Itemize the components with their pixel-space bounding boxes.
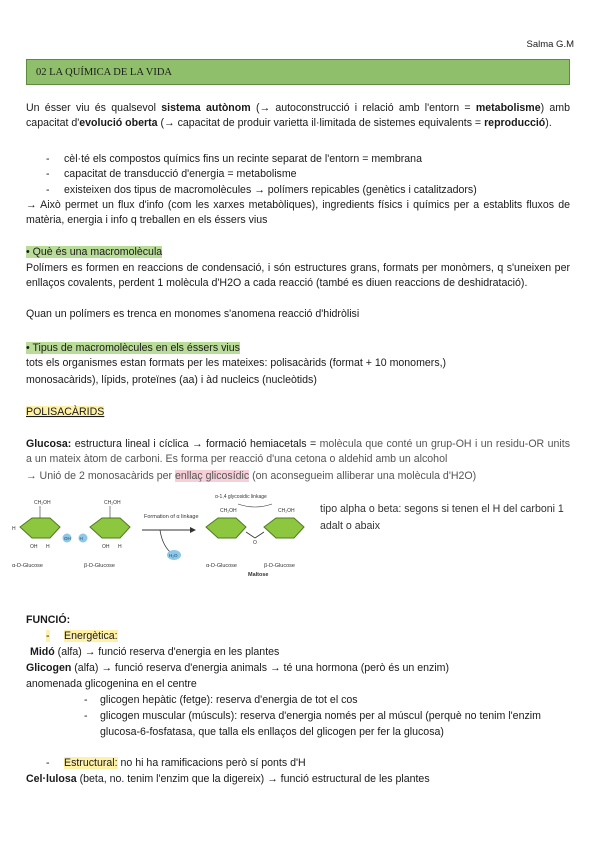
svg-text:H: H xyxy=(12,526,16,532)
paragraph: Quan un polímers es trenca en monomes s'anomena reacció d'hidròlisi xyxy=(26,308,360,320)
maltose-label: Maltose xyxy=(248,572,269,578)
svg-text:Formation of α linkage: Formation of α linkage xyxy=(144,514,199,520)
glucosa-paragraph: Glucosa: estructura lineal i cíclica → formació hemiacetals = molècula que conté un grup-OH i un residu-OR units a un mateix àtom de carboni. Es forma per reacció d'una cetona o aldehid amb un alcohol xyxy=(26,438,570,465)
list-item-continued: glucosa-6-fosfatasa, que talla els enllaços del glicogen per fer la glucosa) xyxy=(100,726,444,738)
beta-glucose-label-2: β-D-Glucose xyxy=(264,563,295,569)
alpha-glucose-label-2: α-D-Glucose xyxy=(206,563,237,569)
beta-glucose-label: β-D-Glucose xyxy=(84,563,115,569)
funcio-heading: FUNCIÓ: xyxy=(26,614,71,626)
reaction-arrow xyxy=(142,514,199,560)
svg-text:H: H xyxy=(118,544,122,550)
beta-glucose-molecule xyxy=(79,500,131,550)
svg-text:CH₂OH: CH₂OH xyxy=(220,508,237,514)
svg-text:α-1,4 glycosidic linkage: α-1,4 glycosidic linkage xyxy=(215,494,267,500)
bullet-dash: - xyxy=(46,153,50,165)
list-item: cèl·té els compostos químics fins un recinte separat de l'entorn = membrana xyxy=(64,153,422,165)
section-heading: • Tipus de macromolècules en els éssers vius xyxy=(26,342,240,354)
paragraph: Polímers es formen en reaccions de condensació, i són estructures grans, formats per monòmers, q s'uneixen per enllaços covalents, perdent 1 molècula d'H2O a cada reacció (també es diuen reaccions de deshidratació). xyxy=(26,262,570,289)
maltose-molecule xyxy=(206,494,304,546)
bullet-dash: - xyxy=(46,184,50,196)
mido-line: Midó (alfa) → funció reserva d'energia en les plantes xyxy=(30,646,280,658)
alpha-glucose-label: α-D-Glucose xyxy=(12,563,43,569)
author-name: Salma G.M xyxy=(526,39,574,50)
svg-text:O: O xyxy=(253,540,257,546)
unio-line: → Unió de 2 monosacàrids per enllaç glicosídic (on aconsegueim alliberar una molècula d'H2O) xyxy=(26,470,477,482)
maltose-formation-diagram xyxy=(10,492,310,578)
glicogen-line-2: anomenada glicogenina en el centre xyxy=(26,678,197,690)
list-item: existeixen dos tipus de macromolècules → polímers repicables (genètics i catalitzadors) xyxy=(64,184,477,196)
svg-text:H₂O: H₂O xyxy=(169,553,178,558)
list-item: glicogen muscular (músculs): reserva d'energia només per al múscul (perquè no tenim l'enzim xyxy=(100,710,541,722)
intro-paragraph: Un ésser viu és qualsevol sistema autònom (→ autoconstrucció i relació amb l'entorn = metabolisme) amb capacitat d'evolució oberta (→ capacitat de produir varietta il·limitada de sistemes equivalents = reproducció). xyxy=(26,102,571,129)
svg-text:CH₂OH: CH₂OH xyxy=(104,500,121,506)
subsection-heading: POLISACÀRIDS xyxy=(26,406,105,418)
intro-conclusion: → Això permet un flux d'info (com les xarxes metabòliques), ingredients físics i químics per a establits fluxos de matèria, energia i info q treballen en els éssers vius xyxy=(26,199,570,226)
estructural-line: Estructural: no hi ha ramificacions però sí ponts d'H xyxy=(64,757,306,769)
bullet-dash: - xyxy=(84,710,88,722)
svg-text:H: H xyxy=(46,544,50,550)
bullet-dash: - xyxy=(46,757,50,769)
svg-text:CH₂OH: CH₂OH xyxy=(278,508,295,514)
page-title: 02 LA QUÍMICA DE LA VIDA xyxy=(36,67,173,78)
svg-text:OH: OH xyxy=(64,536,71,541)
energetica-label: Energètica: xyxy=(64,630,118,642)
bullet-dash: - xyxy=(84,694,88,706)
paragraph: tots els organismes estan formats per les mateixes: polisacàrids (format + 10 monomers,) xyxy=(26,357,447,369)
glicogen-line: Glicogen (alfa) → funció reserva d'energia animals → té una hormona (però és un enzim) xyxy=(26,662,450,674)
cellulosa-line: Cel·lulosa (beta, no. tenim l'enzim que la digereix) → funció estructural de les plantes xyxy=(26,773,430,785)
section-title-box xyxy=(26,59,570,85)
svg-text:OH: OH xyxy=(102,544,110,550)
alpha-beta-note: tipo alpha o beta: segons si tenen el H del carboni 1 adalt o abaix xyxy=(320,503,564,532)
svg-text:H: H xyxy=(79,536,83,541)
bullet-dash: - xyxy=(46,630,50,642)
alpha-glucose-molecule xyxy=(12,500,72,550)
paragraph: monosacàrids), lípids, proteïnes (aa) i àd nucleics (nucleòtids) xyxy=(26,374,317,386)
list-item: glicogen hepàtic (fetge): reserva d'energia de tot el cos xyxy=(100,694,358,706)
svg-text:CH₂OH: CH₂OH xyxy=(34,500,51,506)
bullet-dash: - xyxy=(46,168,50,180)
section-heading: • Què és una macromolècula xyxy=(26,246,163,258)
list-item: capacitat de transducció d'energia = metabolisme xyxy=(64,168,297,180)
svg-text:OH: OH xyxy=(30,544,38,550)
